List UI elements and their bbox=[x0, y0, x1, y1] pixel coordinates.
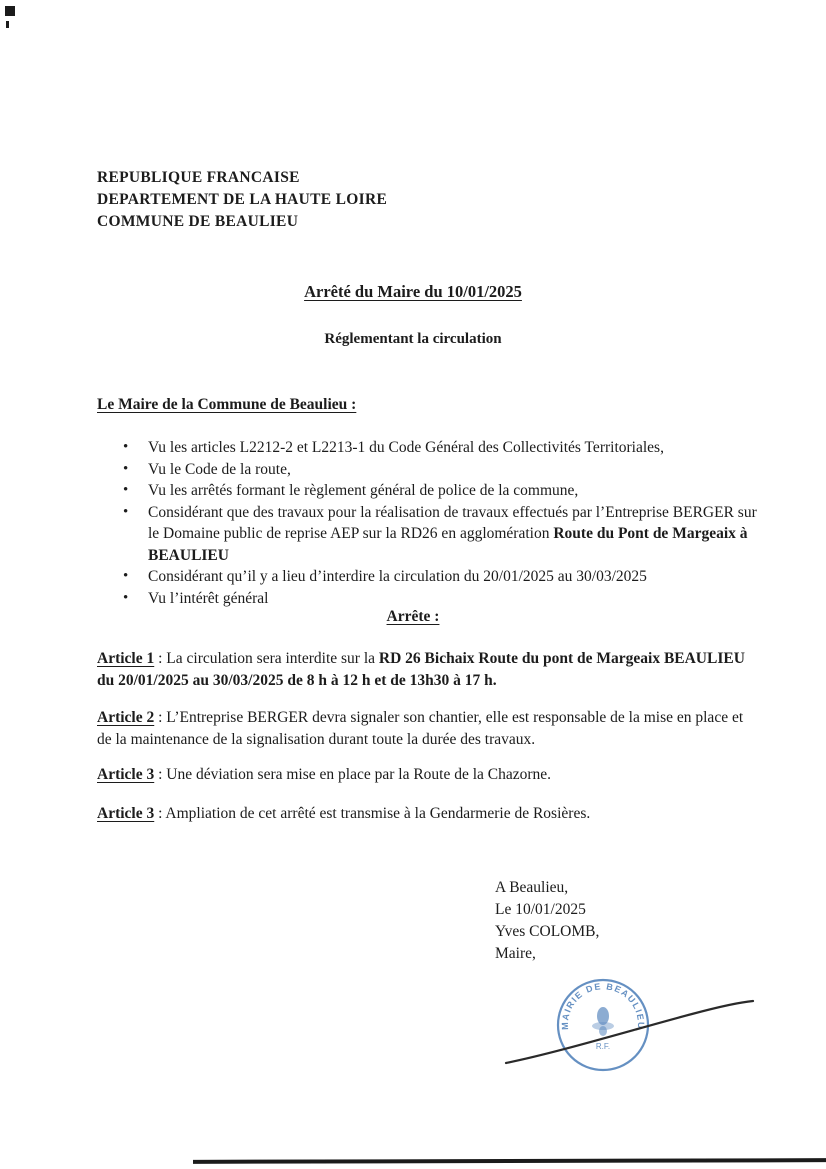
letterhead-line-departement: DEPARTEMENT DE LA HAUTE LOIRE bbox=[97, 191, 388, 208]
scan-artifact-bottom-edge bbox=[193, 1158, 826, 1164]
opening-heading-text: Le Maire de la Commune de Beaulieu : bbox=[97, 396, 357, 413]
bullet-text: Considérant que des travaux pour la réalisation de travaux effectués par l’Entreprise BERGER sur le Domaine public de reprise AEP sur la RD26 en agglomération bbox=[148, 503, 757, 542]
letterhead bbox=[97, 167, 387, 233]
article-text: : L’Entreprise BERGER devra signaler son chantier, elle est responsable de la mise en place et de la maintenance de la signalisation durant toute la durée des travaux. bbox=[97, 709, 744, 748]
scan-artifact-top-left-small bbox=[6, 21, 9, 28]
bullet-text: Considérant qu’il y a lieu d’interdire la circulation du 20/01/2025 au 30/03/2025 bbox=[148, 568, 647, 585]
list-item bbox=[97, 459, 761, 481]
document-title-text: Arrêté du Maire du 10/01/2025 bbox=[304, 282, 522, 301]
bullet-text: Vu les arrêtés formant le règlement général de police de la commune, bbox=[148, 482, 579, 499]
list-item bbox=[97, 588, 761, 610]
signature-role: Maire, bbox=[495, 945, 536, 962]
article-3-ampliation bbox=[97, 803, 761, 825]
decree-heading-text: Arrête : bbox=[386, 608, 440, 625]
article-3 bbox=[97, 764, 761, 786]
signature-date: Le 10/01/2025 bbox=[495, 901, 586, 918]
article-text: : Ampliation de cet arrêté est transmise à la Gendarmerie de Rosières. bbox=[154, 805, 591, 822]
svg-text:MAIRIE DE BEAULIEU bbox=[560, 981, 646, 1030]
article-label: Article 1 bbox=[97, 650, 155, 667]
bullet-bold-text: Route du Pont de Margeaix à BEAULIEU bbox=[148, 525, 748, 564]
stamp-ring bbox=[558, 980, 648, 1070]
handwritten-signature bbox=[506, 1001, 753, 1063]
bullet-text: Vu les articles L2212-2 et L2213-1 du Code Général des Collectivités Territoriales, bbox=[148, 439, 664, 456]
signature-name: Yves COLOMB, bbox=[495, 923, 600, 940]
article-1 bbox=[97, 648, 761, 692]
mayor-stamp bbox=[558, 980, 648, 1070]
scan-artifact-top-left bbox=[5, 6, 15, 16]
opening-heading bbox=[97, 396, 356, 414]
bullet-text: Vu le Code de la route, bbox=[148, 460, 291, 478]
article-bold-text: RD 26 Bichaix Route du pont de Margeaix BEAULIEU du 20/01/2025 au 30/03/2025 de 8 h à 12 h et de 13h30 à 17 h. bbox=[97, 650, 745, 689]
list-item bbox=[97, 566, 761, 588]
stamp-arc-text: MAIRIE DE BEAULIEU bbox=[559, 981, 647, 1031]
list-item bbox=[97, 437, 761, 459]
stamp-rf-text: R.F. bbox=[595, 1042, 611, 1051]
article-label: Article 2 bbox=[97, 709, 155, 726]
stamp-emblem bbox=[592, 1007, 614, 1036]
decree-heading bbox=[0, 608, 826, 626]
signature-place: A Beaulieu, bbox=[495, 879, 569, 896]
article-label: Article 3 bbox=[97, 766, 155, 783]
list-item bbox=[97, 480, 761, 502]
document-title bbox=[0, 282, 826, 302]
letterhead-line-republique: REPUBLIQUE FRANCAISE bbox=[97, 169, 300, 186]
article-label: Article 3 bbox=[97, 805, 155, 822]
list-item bbox=[97, 502, 761, 567]
article-text: : Une déviation sera mise en place par la Route de la Chazorne. bbox=[154, 766, 552, 783]
signature-block bbox=[495, 877, 599, 965]
considerations-list bbox=[97, 437, 761, 609]
article-text: : La circulation sera interdite sur la bbox=[154, 650, 379, 667]
article-2 bbox=[97, 707, 761, 751]
document-subtitle: Réglementant la circulation bbox=[324, 331, 502, 347]
letterhead-line-commune: COMMUNE DE BEAULIEU bbox=[97, 213, 299, 230]
bullet-text: Vu l’intérêt général bbox=[148, 589, 269, 607]
